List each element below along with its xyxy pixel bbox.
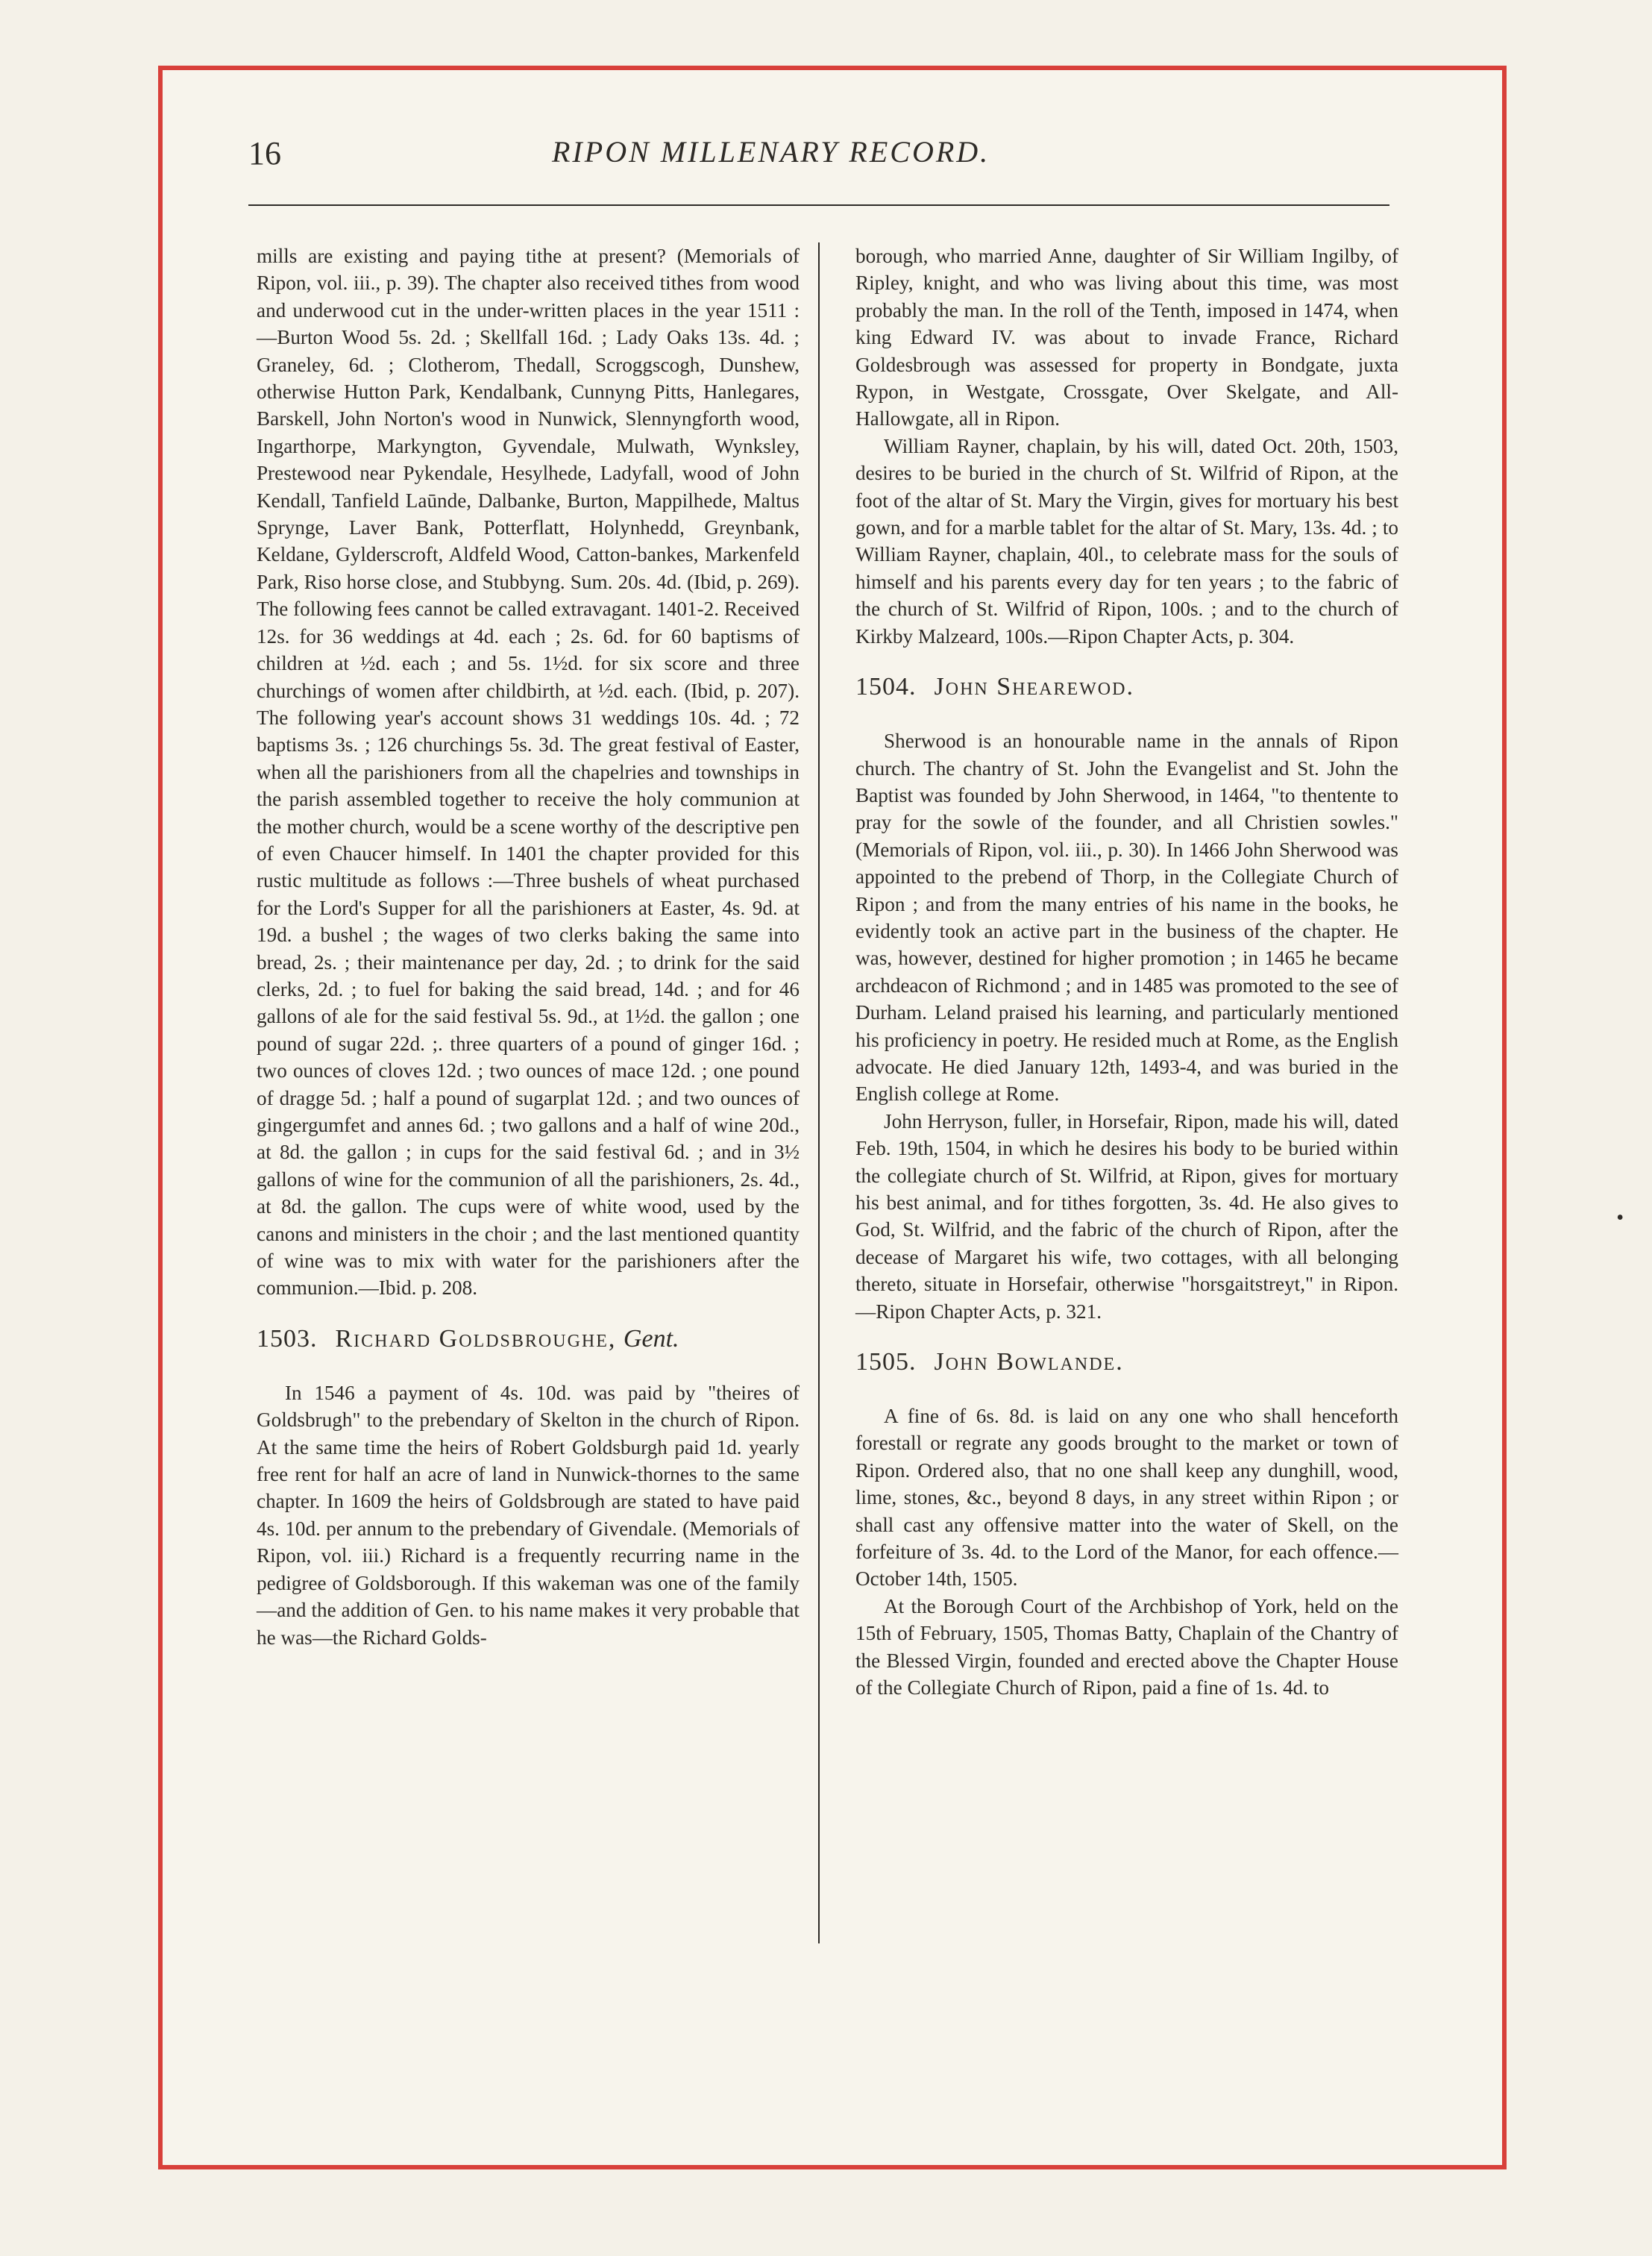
section-heading-1504: [855, 671, 1398, 704]
paragraph: mills are existing and paying tithe at present? (Memorials of Ripon, vol. iii., p. 39). The chapter also received tithes from wood and underwood cut in the under-written places in the year 1511 :—Burton Wood 5s. 2d. ; Skellfall 16d. ; Lady Oaks 13s. 4d. ; Graneley, 6d. ; Clotherom, Thedall, Scroggscogh, Dunshew, otherwise Hutton Park, Kendalbank, Cunnyng Pitts, Hanlegares, Barskell, John Norton's wood in Nunwick, Slennyngforth wood, Ingarthorpe, Markyngton, Gyvendale, Mulwath, Wynksley, Prestewood near Pykendale, Hesylhede, Ladyfall, wood of John Kendall, Tanfield Laūnde, Dalbanke, Burton, Mappilhede, Maltus Sprynge, Laver Bank, Potterflatt, Holynhedd, Greynbank, Keldane, Gylderscroft, Aldfeld Wood, Catton-bankes, Markenfeld Park, Riso horse close, and Stubbyng. Sum. 20s. 4d. (Ibid, p. 269). The following fees cannot be called extravagant. 1401-2. Received 12s. for 36 weddings at 4d. each ; 2s. 6d. for 60 baptisms of children at ½d. each ; and 5s. 1½d. for six score and three churchings of women after childbirth, at ½d. each. (Ibid, p. 207). The following year's account shows 31 weddings 10s. 4d. ; 72 baptisms 3s. ; 126 churchings 5s. 3d. The great festival of Easter, when all the parishioners from all the chapelries and townships in the parish assembled together to receive the holy communion at the mother church, would be a scene worthy of the descriptive pen of even Chaucer himself. In 1401 the chapter provided for this rustic multitude as follows :—Three bushels of wheat purchased for the Lord's Supper for all the parishioners at Easter, 4s. 9d. at 19d. a bushel ; the wages of two clerks baking the same into bread, 2s. ; their maintenance per day, 2d. ; to drink for the said clerks, 2d. ; to fuel for baking the said bread, 14d. ; and for 46 gallons of ale for the said festival 5s. 9d., at 1½d. the gallon ; one pound of sugar 22d. ;. three quarters of a pound of ginger 16d. ; two ounces of cloves 12d. ; two ounces of mace 12d. ; one pound of dragge 5d. ; half a pound of sugarplat 12d. ; and two ounces of gingergumfet and annes 6d. ; two gallons and a half of wine 20d., at 8d. the gallon ; in cups for the said festival 6d. ; and in 3½ gallons of wine for the communion of all the parishioners, 2s. 4d., at 8d. the gallon. The cups were of white wood, used by the canons and ministers in the choir ; and the last mentioned quantity of wine was to mix with water for the parishioners after the communion.—Ibid. p. 208.: [257, 245, 800, 1300]
paragraph: William Rayner, chaplain, by his will, dated Oct. 20th, 1503, desires to be buried in the church of St. Wilfrid of Ripon, at the foot of the altar of St. Mary the Virgin, gives for mortuary his best gown, and for a marble tablet for the altar of St. Mary, 13s. 4d. ; to William Rayner, chaplain, 40l., to celebrate mass for the souls of himself and his parents every day for ten years ; to the fabric of the church of St. Wilfrid of Ripon, 100s. ; and to the church of Kirkby Malzeard, 100s.—Ripon Chapter Acts, p. 304.: [855, 434, 1398, 648]
heading-year: 1504.: [855, 673, 917, 701]
paragraph: At the Borough Court of the Archbishop of York, held on the 15th of February, 1505, Thomas Batty, Chaplain of the Chantry of the Blessed Virgin, founded and erected above the Chapter House of the Collegiate Church of Ripon, paid a fine of 1s. 4d. to: [855, 1594, 1398, 1699]
heading-suffix: Gent.: [623, 1324, 679, 1353]
paragraph: borough, who married Anne, daughter of Sir William Ingilby, of Ripley, knight, and who was living about this time, was most probably the man. In the roll of the Tenth, imposed in 1474, when king Edward IV. was about to invade France, Richard Goldesbrough was assessed for property in Bondgate, juxta Rypon, in Westgate, Crossgate, Over Skelgate, and All-Hallowgate, all in Ripon.: [855, 245, 1398, 430]
section-heading-1505: [855, 1346, 1398, 1379]
heading-year: 1505.: [855, 1348, 917, 1376]
section-heading-1503: [257, 1323, 800, 1356]
column-rule: [818, 242, 820, 1943]
running-title: RIPON MILLENARY RECORD.: [552, 135, 990, 169]
heading-year: 1503.: [257, 1324, 318, 1353]
paragraph: Sherwood is an honourable name in the annals of Ripon church. The chantry of St. John the Evangelist and St. John the Baptist was founded by John Sherwood, in 1464, "to thentente to pray for the sowle of the founder, and all Christien sowles." (Memorials of Ripon, vol. iii., p. 30). In 1466 John Sherwood was appointed to the prebend of Thorp, in the Collegiate Church of Ripon ; and from the many entries of his name in the books, he evidently took an active part in the business of the chapter. He was, however, destined for higher promotion ; in 1465 he became archdeacon of Richmond ; and in 1485 was promoted to the see of Durham. Leland praised his learning, and particularly mentioned his proficiency in poetry. He resided much at Rome, as the English advocate. He died January 12th, 1493-4, and was buried in the English college at Rome.: [855, 730, 1398, 1106]
page-number: 16: [248, 135, 281, 172]
paragraph: John Herryson, fuller, in Horsefair, Ripon, made his will, dated Feb. 19th, 1504, in which he desires his body to be buried within the collegiate church of St. Wilfrid, at Ripon, gives for mortuary his best animal, and for tithes forgotten, 3s. 4d. He also gives to God, St. Wilfrid, and the fabric of the church of Ripon, after the decease of Margaret his wife, two cottages, with all belonging thereto, situate in Horsefair, otherwise "horsgaitstreyt," in Ripon.—Ripon Chapter Acts, p. 321.: [855, 1109, 1398, 1323]
paragraph: A fine of 6s. 8d. is laid on any one who shall henceforth forestall or regrate any goods brought to the market or town of Ripon. Ordered also, that no one shall keep any dunghill, wood, lime, stones, &c., beyond 8 days, in any street within Ripon ; or shall cast any offensive matter into the water of Skell, on the forfeiture of 3s. 4d. to the Lord of the Manor, for each offence.—October 14th, 1505.: [855, 1405, 1398, 1591]
header-rule: [248, 204, 1389, 206]
heading-name: Richard Goldsbroughe,: [335, 1324, 617, 1353]
paragraph: In 1546 a payment of 4s. 10d. was paid by "theires of Goldsbrugh" to the prebendary of Skelton in the church of Ripon. At the same time the heirs of Robert Goldsburgh paid 1d. yearly free rent for half an acre of land in Nunwick-thornes to the same chapter. In 1609 the heirs of Goldsbrough are stated to have paid 4s. 10d. per annum to the prebendary of Givendale. (Memorials of Ripon, vol. iii.) Richard is a frequently recurring name in the pedigree of Goldsborough. If this wakeman was one of the family—and the addition of Gen. to his name makes it very probable that he was—the Richard Golds-: [257, 1381, 800, 1649]
margin-mark: •: [1616, 1206, 1624, 1229]
left-column: [257, 242, 800, 1651]
heading-name: John Bowlande.: [934, 1348, 1124, 1376]
right-column: [855, 242, 1398, 1702]
heading-name: John Shearewod.: [934, 673, 1134, 701]
